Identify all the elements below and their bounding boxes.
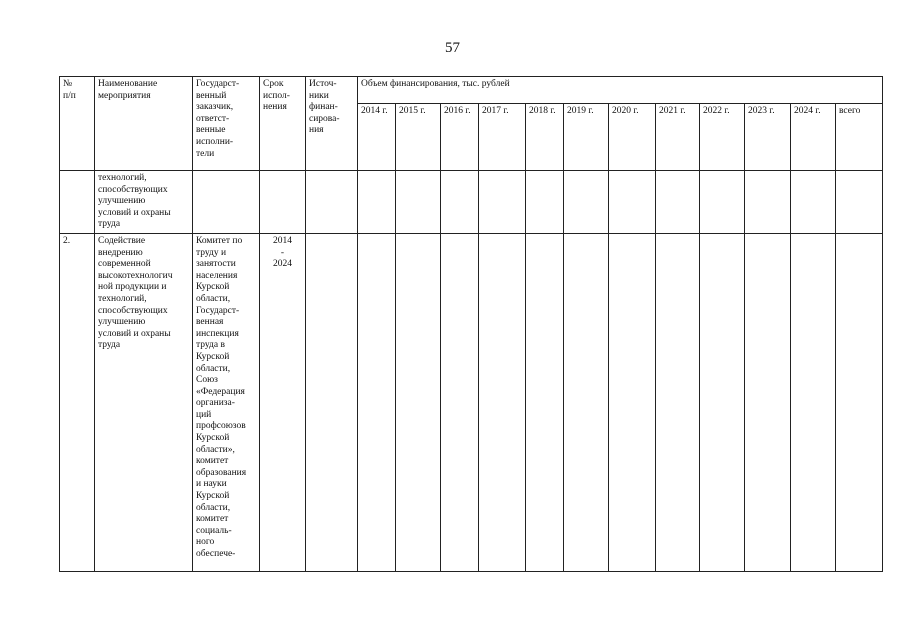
cell-amount xyxy=(656,171,700,234)
cell-amount xyxy=(745,171,791,234)
cell-num: 2. xyxy=(60,233,95,571)
table-row xyxy=(60,233,883,571)
cell-amount xyxy=(358,233,396,571)
page-number: 57 xyxy=(445,40,460,56)
header-year: 2020 г. xyxy=(609,104,656,171)
cell-amount xyxy=(479,233,526,571)
table-row xyxy=(60,171,883,234)
financing-plan-table xyxy=(59,76,883,572)
header-year: 2018 г. xyxy=(526,104,564,171)
cell-total xyxy=(836,171,883,234)
header-year: 2023 г. xyxy=(745,104,791,171)
header-total: всего xyxy=(836,104,883,171)
header-num: № п/п xyxy=(60,77,95,171)
cell-name: технологий, способствующих улучшению условий и охраны труда xyxy=(95,171,193,234)
cell-amount xyxy=(526,171,564,234)
cell-term xyxy=(260,171,306,234)
header-term: Срок испол- нения xyxy=(260,77,306,171)
header-financing: Объем финансирования, тыс. рублей xyxy=(358,77,883,104)
cell-num xyxy=(60,171,95,234)
header-year: 2022 г. xyxy=(700,104,745,171)
cell-amount xyxy=(609,171,656,234)
header-sources: Источ- ники финан- сирова- ния xyxy=(306,77,358,171)
cell-amount xyxy=(700,233,745,571)
table-header-row xyxy=(60,77,883,104)
cell-amount xyxy=(441,233,479,571)
header-customer: Государст- венный заказчик, ответст- венные исполни- тели xyxy=(193,77,260,171)
cell-amount xyxy=(700,171,745,234)
cell-amount xyxy=(358,171,396,234)
cell-customer: Комитет по труду и занятости населения Курской области, Государст- венная инспекция труда в Курской области, Союз «Федерация организа- ций профсоюзов Курской области», комитет образования и науки Курской области, комитет социаль- ного обеспече- xyxy=(193,233,260,571)
cell-sources xyxy=(306,233,358,571)
cell-amount xyxy=(564,171,609,234)
header-name: Наименование мероприятия xyxy=(95,77,193,171)
header-year: 2014 г. xyxy=(358,104,396,171)
cell-amount xyxy=(441,171,479,234)
header-year: 2015 г. xyxy=(396,104,441,171)
cell-amount xyxy=(791,233,836,571)
header-year: 2021 г. xyxy=(656,104,700,171)
cell-amount xyxy=(609,233,656,571)
cell-amount xyxy=(396,233,441,571)
cell-term: 2014 - 2024 xyxy=(260,233,306,571)
header-year: 2016 г. xyxy=(441,104,479,171)
cell-amount xyxy=(791,171,836,234)
cell-amount xyxy=(396,171,441,234)
cell-amount xyxy=(564,233,609,571)
header-year: 2024 г. xyxy=(791,104,836,171)
cell-sources xyxy=(306,171,358,234)
header-year: 2019 г. xyxy=(564,104,609,171)
cell-total xyxy=(836,233,883,571)
cell-amount xyxy=(656,233,700,571)
cell-name: Содействие внедрению современной высокотехнологич ной продукции и технологий, способствующих улучшению условий и охраны труда xyxy=(95,233,193,571)
cell-amount xyxy=(745,233,791,571)
header-year: 2017 г. xyxy=(479,104,526,171)
cell-customer xyxy=(193,171,260,234)
cell-amount xyxy=(479,171,526,234)
cell-amount xyxy=(526,233,564,571)
